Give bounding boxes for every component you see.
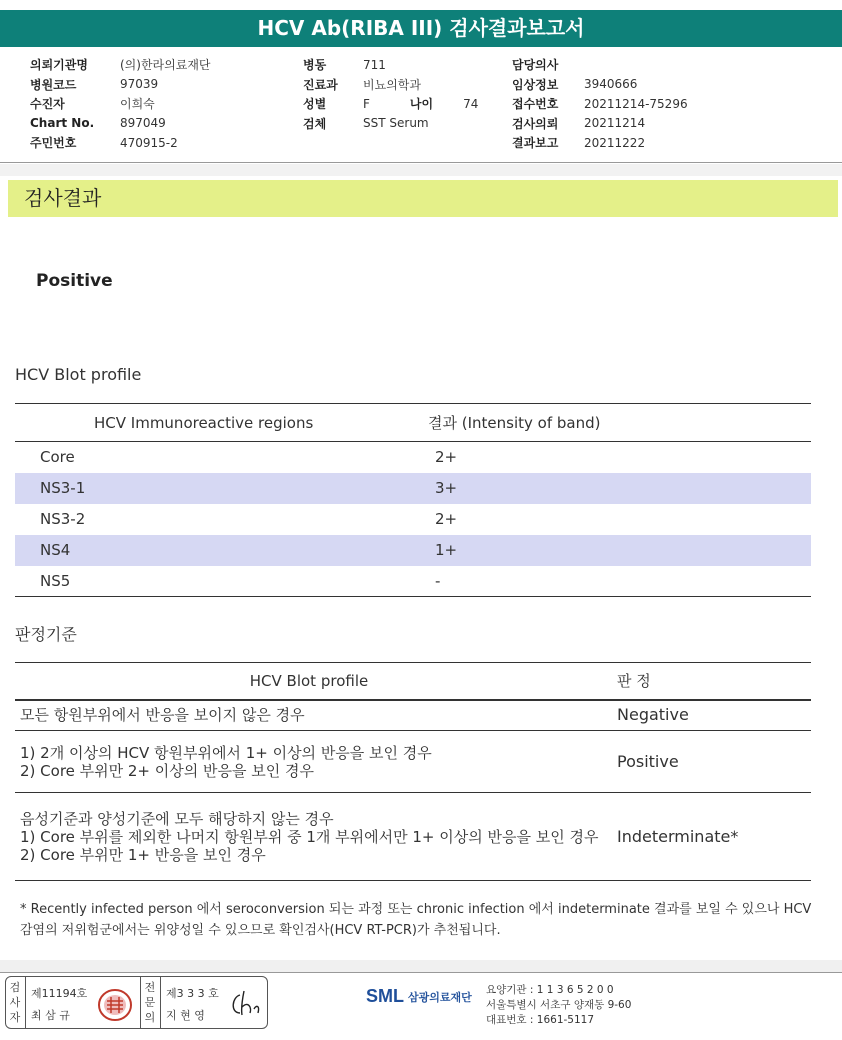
info-label: 수진자 [30,97,65,112]
blot-region: NS3-1 [15,473,428,504]
info-label: 병동 [303,58,327,73]
criteria-title: 판정기준 [15,625,77,644]
info-value: 3940666 [584,77,638,92]
info-row [303,94,478,114]
specialist-number: 제3 3 3 호 [166,987,219,1000]
info-label: 임상정보 [512,77,559,92]
divider [0,162,842,163]
criteria-judgement: Indeterminate* [603,793,811,881]
criteria-line: 모든 항원부위에서 반응을 보이지 않은 경우 [20,706,305,725]
divider [160,977,161,1028]
blot-region: NS5 [15,566,428,597]
info-label: 검체 [303,116,327,131]
divider [140,977,141,1028]
signature-icon [226,987,264,1021]
info-value: 20211222 [584,135,646,150]
criteria-line: 1) Core 부위를 제외한 나머지 항원부위 중 1개 부위에서만 1+ 이상의 반응을 보인 경우 [20,827,599,846]
info-label: Chart No. [30,116,95,131]
specialist-label: 전문의 [144,981,156,1024]
info-label: 검사의뢰 [512,116,559,131]
info-row [512,114,688,134]
overall-result: Positive [36,271,113,291]
info-label: 병원코드 [30,77,77,92]
seal-icon [95,987,135,1023]
criteria-row [15,731,811,793]
criteria-line: 음성기준과 양성기준에 모두 해당하지 않는 경우 [20,809,334,828]
info-label: 주민번호 [30,136,77,151]
examiner-name: 최 삼 규 [31,1009,70,1022]
examiner-label: 검사자 [9,981,21,1024]
criteria-header-judgement: 판 정 [603,663,811,700]
contact-line: 대표번호 : 1661-5117 [486,1014,595,1026]
info-row [303,75,478,95]
criteria-judgement: Negative [603,700,811,731]
criteria-line: 2) Core 부위만 1+ 반응을 보인 경우 [20,845,266,864]
blot-region: NS3-2 [40,510,86,528]
blot-title: HCV Blot profile [15,365,142,384]
blot-row [15,442,811,473]
info-column-3 [512,55,688,153]
blot-row [15,566,811,597]
info-row [30,55,211,75]
specialist-name: 지 현 영 [166,1009,205,1022]
criteria-profile [15,731,603,793]
info-value: 74 [463,96,479,111]
section-title: 검사결과 [8,180,838,217]
info-value: 470915-2 [120,135,178,150]
logo-text: SML [366,986,404,1006]
info-label: 접수번호 [512,97,559,112]
report-title: HCV Ab(RIBA III) 검사결과보고서 [0,10,842,47]
criteria-table [15,662,811,881]
info-label: 나이 [409,97,434,112]
info-label: 의뢰기관명 [30,58,88,73]
info-value: 비뇨의학과 [363,77,421,92]
blot-row [15,504,811,535]
info-row [30,114,211,134]
info-value: 20211214-75296 [584,96,688,111]
sml-logo [366,986,472,1007]
criteria-line: 1) 2개 이상의 HCV 항원부위에서 1+ 이상의 반응을 보인 경우 [20,743,432,762]
info-value: F [363,96,370,111]
info-row [512,133,688,153]
info-row [512,75,688,95]
blot-result: - [428,566,811,597]
criteria-judgement: Positive [603,731,811,793]
blot-result: 3+ [428,473,811,504]
examiner-number: 제11194호 [31,987,88,1000]
blot-result: 2+ [435,448,458,467]
info-label: 결과보고 [512,136,559,151]
footnote: * Recently infected person 에서 seroconversion 되는 과정 또는 chronic infection 에서 indeterminate 결과를 보일 수 있으나 HCV 감염의 저위험군에서는 위양성일 수 있으므로 확인검사(HCV RT-PCR)가 추천됩니다. [20,902,812,938]
criteria-profile [15,700,603,731]
criteria-profile [15,793,603,881]
info-row [30,133,211,153]
info-value: (의)한라의료재단 [120,58,211,73]
signature-box [5,976,268,1029]
blot-header-region: HCV Immunoreactive regions [15,404,428,442]
info-value: 897049 [120,116,166,131]
info-value: 20211214 [584,116,646,131]
blot-result: 2+ [435,510,458,528]
info-row [512,55,688,75]
criteria-line: 2) Core 부위만 2+ 이상의 반응을 보인 경우 [20,761,314,780]
blot-table [15,403,811,597]
info-row [512,94,688,114]
footer-band [0,960,842,972]
info-label: 담당의사 [512,58,559,73]
blot-region: NS4 [15,535,428,566]
info-column-2 [303,55,478,133]
info-label: 진료과 [303,77,338,92]
blot-row [15,473,811,504]
info-row [303,55,478,75]
info-value: SST Serum [363,116,429,131]
blot-region: Core [40,448,75,467]
blot-row [15,535,811,566]
blot-result: 1+ [428,535,811,566]
criteria-row [15,700,811,731]
info-row [303,114,478,134]
blot-header-result: 결과 (Intensity of band) [428,404,811,442]
info-column-1 [30,55,211,153]
footer-divider [0,972,842,973]
info-row [30,94,211,114]
info-value: 97039 [120,77,159,92]
divider-band [0,164,842,176]
info-value: 711 [363,57,386,72]
info-label: 성별 [303,97,327,112]
org-name: 삼광의료재단 [408,990,472,1004]
info-value: 이희숙 [120,97,155,112]
info-row [30,75,211,95]
divider [25,977,26,1028]
contact-info [486,983,631,1028]
contact-line: 요양기관 : 1 1 3 6 5 2 0 0 [486,984,614,996]
criteria-header-profile: HCV Blot profile [15,663,603,700]
contact-line: 서울특별시 서초구 양재동 9-60 [486,999,632,1011]
criteria-row [15,793,811,881]
